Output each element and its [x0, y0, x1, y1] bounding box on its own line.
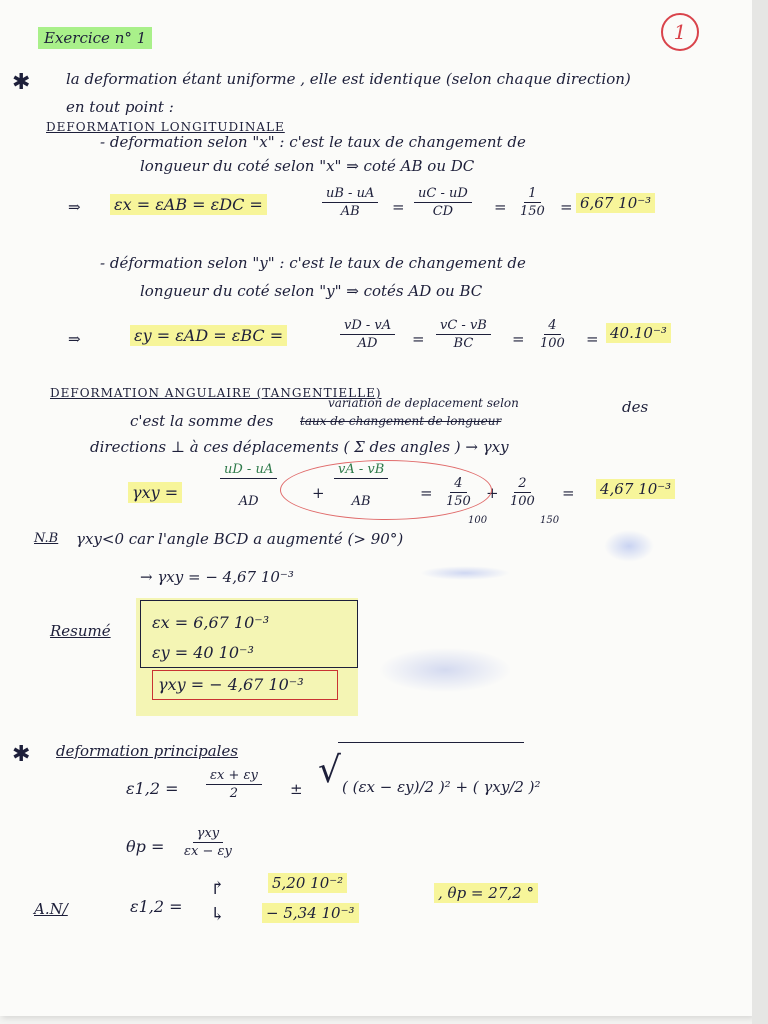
- erased-scribble: [380, 648, 510, 692]
- x-text-2: longueur du coté selon "x" ⇒ coté AB ou DC: [140, 157, 475, 175]
- theta-frac-den: εx − εy: [184, 844, 232, 859]
- plus-sign: +: [312, 484, 325, 502]
- e12-frac: [206, 768, 262, 801]
- equals-sign: =: [494, 198, 507, 216]
- page-edge: [752, 0, 768, 1024]
- an-lhs: ε1,2 =: [130, 897, 183, 916]
- an-theta-text: , θp = 27,2 °: [434, 883, 538, 903]
- theta-frac: [180, 826, 236, 859]
- erased-scribble: [420, 566, 510, 580]
- sqrt-body: ( (εx − εy)/2 )² + ( γxy/2 )²: [342, 778, 541, 796]
- correction-text: variation de deplacement selon: [328, 396, 519, 410]
- an-value-2-text: − 5,34 10⁻³: [262, 903, 359, 923]
- branch-arrow-icon: ↱: [210, 878, 226, 899]
- x-text-1: - deformation selon "x" : c'est le taux de changement de: [100, 133, 526, 151]
- y-text-2: longueur du coté selon "y" ⇒ cotés AD ou BC: [140, 282, 483, 300]
- heading-principal: deformation principales: [56, 742, 239, 760]
- g-frac-3-num: 4: [450, 476, 466, 493]
- g-frac-1-num: uD - uA: [220, 462, 277, 479]
- sqrt-bar: [338, 742, 524, 743]
- ex-frac-3-num: 1: [524, 186, 540, 203]
- e12-frac-num: εx + εy: [206, 768, 262, 785]
- ex-frac-2: [414, 186, 472, 219]
- struck-text: taux de changement de longueur: [300, 414, 502, 428]
- ey-frac-3-den: 100: [540, 336, 565, 351]
- an-value-1-text: 5,20 10⁻²: [268, 873, 347, 893]
- g-frac-4: [506, 476, 539, 509]
- ex-result-text: 6,67 10⁻³: [576, 193, 655, 213]
- equals-sign: =: [412, 330, 425, 348]
- resume-label: Resumé: [50, 622, 111, 640]
- gxy-lhs-text: γxy =: [128, 482, 182, 503]
- ex-frac-2-den: CD: [432, 204, 454, 219]
- nb-result: → γxy = − 4,67 10⁻³: [140, 568, 294, 586]
- angular-text-2: directions ⊥ à ces déplacements ( Σ des angles ) → γxy: [90, 438, 509, 456]
- g-result-text: 4,67 10⁻³: [596, 479, 675, 499]
- ex-prefix: ⇒: [68, 198, 81, 216]
- resume-gxy: γxy = − 4,67 10⁻³: [158, 675, 304, 694]
- g-frac-4-den: 100: [510, 494, 535, 509]
- equals-sign: =: [512, 330, 525, 348]
- g-frac-1: [220, 462, 277, 509]
- y-text-1: - déformation selon "y" : c'est le taux de changement de: [100, 254, 526, 272]
- equals-sign: =: [420, 484, 433, 502]
- ey-frac-2-den: BC: [453, 336, 474, 351]
- angular-text-1b: des: [622, 398, 649, 416]
- equals-sign: =: [392, 198, 405, 216]
- plus-sign: +: [486, 484, 499, 502]
- erased-scribble: [604, 530, 654, 562]
- ey-result: [606, 324, 671, 342]
- an-value-1: [268, 874, 347, 892]
- ex-lhs: [110, 196, 267, 214]
- sqrt-icon: √: [318, 750, 341, 791]
- ey-lhs-text: εy = εAD = εBC =: [130, 325, 287, 346]
- plus-minus-sign: ±: [290, 780, 303, 798]
- asterisk-bullet-icon: ✱: [12, 742, 31, 767]
- ex-result: [576, 194, 655, 212]
- g-frac-1-den: AD: [238, 494, 259, 509]
- nb-text: γxy<0 car l'angle BCD a augmenté (> 90°): [76, 530, 404, 548]
- g-frac-2-num: vA - vB: [334, 462, 388, 479]
- equals-sign: =: [560, 198, 573, 216]
- ey-prefix: ⇒: [68, 330, 81, 348]
- intro-line-1: la deformation étant uniforme , elle est identique (selon chaque direction): [66, 70, 631, 88]
- equals-sign: =: [562, 484, 575, 502]
- ex-frac-3-den: 150: [520, 204, 545, 219]
- ex-frac-2-num: uC - uD: [414, 186, 472, 203]
- g-frac-3-den: 150: [446, 494, 471, 509]
- ey-frac-3-num: 4: [544, 318, 560, 335]
- g-sub-2: 150: [540, 515, 560, 526]
- heading-angular: DEFORMATION ANGULAIRE (TANGENTIELLE): [50, 386, 382, 400]
- exercise-title: Exercice n° 1: [38, 27, 152, 49]
- ex-frac-1: [322, 186, 378, 219]
- ex-frac-1-den: AB: [340, 204, 360, 219]
- ex-frac-1-num: uB - uA: [322, 186, 378, 203]
- g-frac-2-den: AB: [351, 494, 371, 509]
- ey-frac-1-den: AD: [357, 336, 378, 351]
- heading-longitudinal: DEFORMATION LONGITUDINALE: [46, 120, 285, 134]
- g-sub-1: 100: [468, 515, 488, 526]
- ey-frac-1: [340, 318, 395, 351]
- ey-frac-2-num: vC - vB: [436, 318, 491, 335]
- red-loop-annotation: [280, 460, 492, 520]
- ey-frac-1-num: vD - vA: [340, 318, 395, 335]
- g-frac-4-num: 2: [514, 476, 530, 493]
- ey-frac-2: [436, 318, 491, 351]
- e12-frac-den: 2: [229, 786, 239, 801]
- ex-frac-3: [516, 186, 549, 219]
- an-label: A.N/: [34, 900, 68, 918]
- asterisk-bullet-icon: ✱: [12, 70, 31, 95]
- e12-lhs: ε1,2 =: [126, 779, 179, 798]
- g-result: [596, 480, 675, 498]
- resume-ey: εy = 40 10⁻³: [152, 643, 254, 662]
- equals-sign: =: [586, 330, 599, 348]
- ey-lhs: [130, 327, 287, 345]
- theta-lhs: θp =: [126, 837, 165, 856]
- ey-result-text: 40.10⁻³: [606, 323, 671, 343]
- ex-lhs-text: εx = εAB = εDC =: [110, 194, 267, 215]
- theta-frac-num: γxy: [193, 826, 223, 843]
- gxy-lhs: [128, 484, 182, 502]
- page-number-circle: 1: [661, 13, 699, 51]
- an-theta: [434, 884, 538, 902]
- an-value-2: [262, 904, 359, 922]
- nb-label: N.B: [34, 531, 59, 546]
- branch-arrow-icon: ↳: [210, 904, 226, 925]
- intro-line-2: en tout point :: [66, 98, 174, 116]
- ey-frac-3: [536, 318, 569, 351]
- angular-text-1a: c'est la somme des: [130, 412, 274, 430]
- resume-ex: εx = 6,67 10⁻³: [152, 613, 270, 632]
